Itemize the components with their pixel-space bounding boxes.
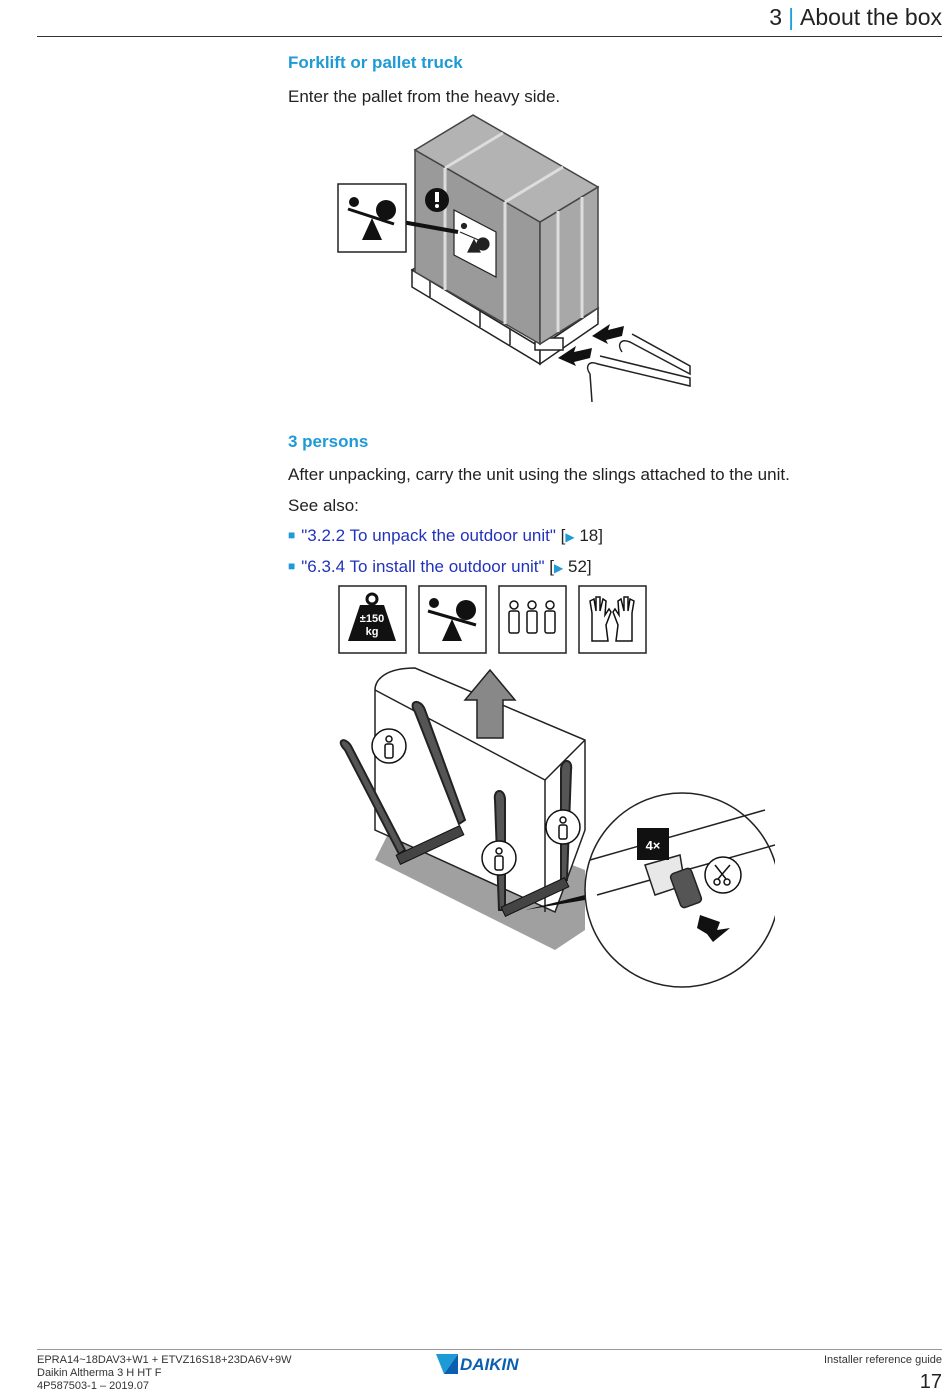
handling-icons-row <box>338 585 650 655</box>
weight-value: ±150 <box>359 613 385 625</box>
see-also-label: See also: <box>288 496 359 515</box>
reference-page[interactable]: 18 <box>579 526 599 545</box>
running-header <box>769 4 942 31</box>
forklift-illustration <box>330 112 700 412</box>
heavy-side-icon <box>419 586 486 653</box>
persons-text: After unpacking, carry the unit using the slings attached to the unit. <box>288 465 790 484</box>
bullet-icon: ■ <box>288 559 296 573</box>
forklift-forks <box>588 334 690 402</box>
chapter-number: 3 <box>769 4 783 30</box>
forklift-heading: Forklift or pallet truck <box>288 53 463 72</box>
reference-list-item: ■ "6.3.4 To install the outdoor unit" [▶ 52] <box>288 557 592 576</box>
footer-doc-code: 4P587503-1 – 2019.07 <box>37 1380 149 1392</box>
page-number: 17 <box>919 1371 942 1393</box>
three-persons-icon <box>499 586 566 653</box>
count-label: 4× <box>645 838 661 853</box>
bullet-icon: ■ <box>288 528 296 542</box>
footer-guide-title: Installer reference guide <box>823 1354 942 1366</box>
scissors-icon <box>705 857 741 893</box>
footer-rule <box>37 1349 942 1350</box>
reference-link-unpack[interactable]: "3.2.2 To unpack the outdoor unit" <box>301 526 556 545</box>
forklift-text: Enter the pallet from the heavy side. <box>288 87 561 106</box>
header-rule <box>37 36 942 37</box>
footer-models: EPRA14~18DAV3+W1 + ETVZ16S18+23DA6V+9W <box>37 1354 292 1366</box>
page-arrow-icon: ▶ <box>565 530 575 544</box>
heavy-side-icon <box>338 184 406 252</box>
footer-product: Daikin Altherma 3 H HT F <box>37 1367 162 1379</box>
daikin-logo <box>436 1352 546 1376</box>
reference-list-item: ■ "3.2.2 To unpack the outdoor unit" [▶ 18] <box>288 526 603 545</box>
warning-icon <box>425 188 449 212</box>
reference-page[interactable]: 52 <box>567 557 587 576</box>
persons-heading: 3 persons <box>288 432 369 451</box>
weight-unit: kg <box>365 626 379 638</box>
carrying-illustration <box>335 660 775 990</box>
weight-icon <box>339 586 406 653</box>
footer-model-info <box>37 1354 291 1393</box>
gloves-icon <box>579 586 646 653</box>
header-separator: | <box>788 4 795 30</box>
page-arrow-icon: ▶ <box>554 561 564 575</box>
brand-name: DAIKIN <box>460 1355 519 1374</box>
chapter-title: About the box <box>800 4 942 30</box>
reference-link-install[interactable]: "6.3.4 To install the outdoor unit" <box>301 557 545 576</box>
